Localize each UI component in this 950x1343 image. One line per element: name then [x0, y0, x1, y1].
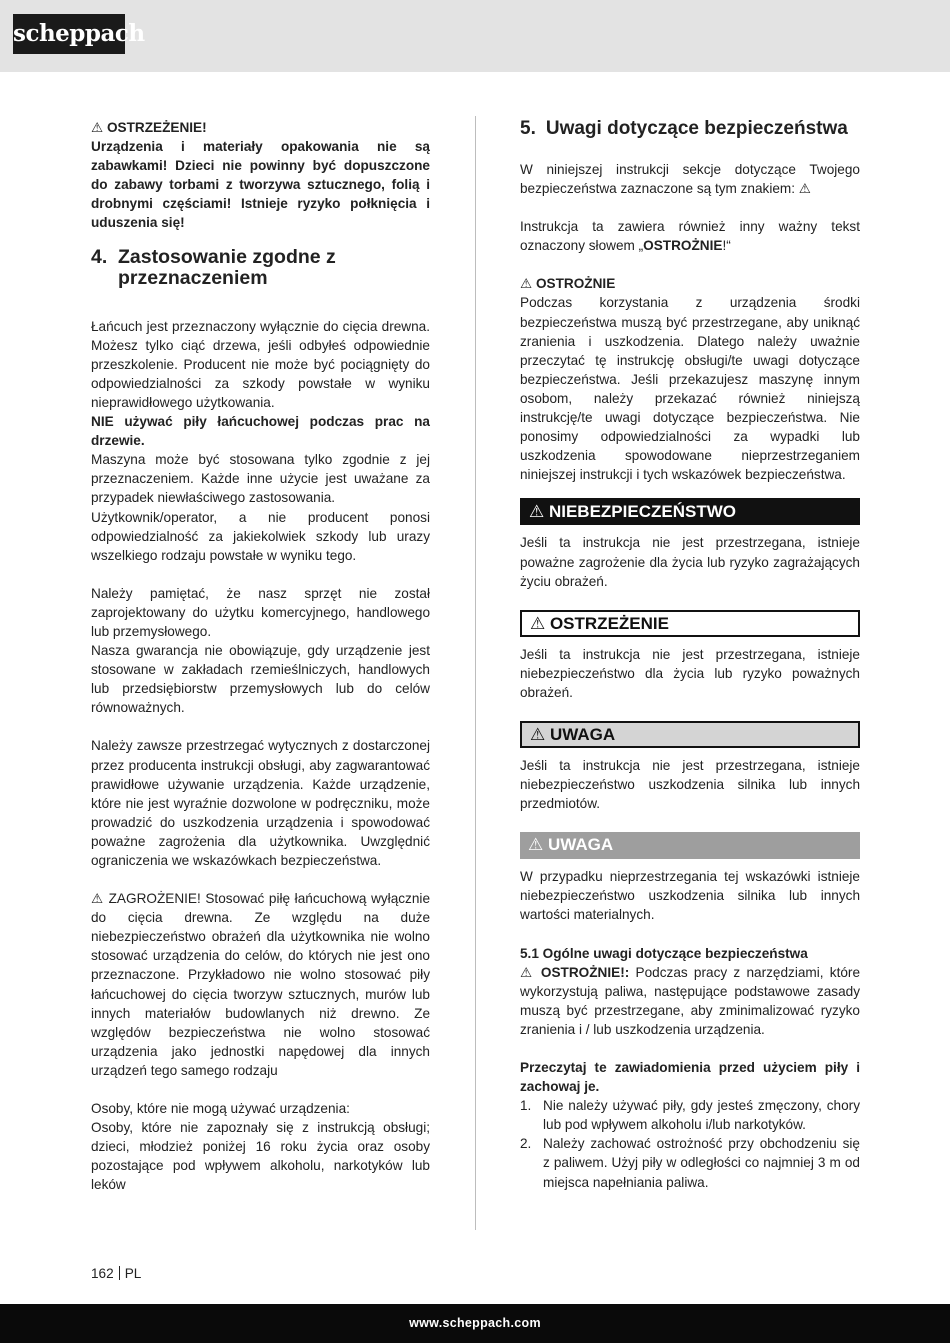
list-number: 2. — [520, 1136, 532, 1152]
page-number-value: 162 — [91, 1266, 114, 1281]
danger-text: Jeśli ta instrukcja nie jest przestrzegana, istnieje poważne zagrożenie dla życia lub ryzyko zagrażających życiu obrażeń. — [520, 535, 860, 589]
safety-list — [520, 1096, 860, 1191]
caution-title: ⚠ OSTROŻNIE — [520, 276, 616, 292]
paragraph — [520, 217, 860, 255]
paragraph: Maszyna może być stosowana tylko zgodnie z jej przeznaczeniem. Każde inne użycie jest uważane za przypadek niewłaściwego zastosowania. — [91, 452, 430, 506]
danger-label-box: ⚠ NIEBEZPIECZEŃSTWO — [520, 498, 860, 525]
warning-title: ⚠ OSTRZEŻENIE! — [91, 120, 207, 135]
text-span: Instrukcja ta zawiera również inny ważny tekst oznaczony słowem „ — [520, 219, 860, 254]
left-column — [91, 118, 430, 1195]
language-code: PL — [124, 1266, 142, 1281]
list-item — [520, 1096, 860, 1134]
section-number: 4. — [91, 245, 108, 268]
paragraph: W niniejszej instrukcji sekcje dotyczące Twojego bezpieczeństwa zaznaczone są tym znakiem: ⚠ — [520, 162, 860, 197]
paragraph: Należy zawsze przestrzegać wytycznych z dostarczonej przez producenta instrukcji obsługi, aby zagwarantować prawidłowe używanie urządzenia. Każde urządzenie, które nie jest wyraźnie dozwolone w podręczniku, może prowadzić do uszkodzenia urządzenia i spowodować poważne zagrożenia dla użytkownika. Uwzględnić ograniczenia we wskazówkach bezpieczeństwa. — [91, 738, 430, 868]
text-span: !“ — [722, 238, 731, 254]
website-url[interactable]: www.scheppach.com — [409, 1316, 541, 1330]
subsection-text — [520, 963, 860, 1039]
paragraph: Osoby, które nie mogą używać urządzenia: — [91, 1101, 350, 1117]
paragraph: Użytkownik/operator, a nie producent ponosi odpowiedzialność za jakiekolwiek szkody lub urazy wszelkiego rodzaju powstałe w wyniku tego. — [91, 509, 430, 563]
caution-label-box: ⚠ UWAGA — [520, 721, 860, 748]
paragraph: Łańcuch jest przeznaczony wyłącznie do cięcia drewna. Możesz tylko ciąć drzewa, jeśli odbyłeś odpowiednie przeszkolenie. Producent nie może być pociągnięty do odpowiedzialności za szkody powstałe w wyniku nieprawidłowego użytkowania. — [91, 318, 430, 410]
paragraph: Nasza gwarancja nie obowiązuje, gdy urządzenie jest stosowane w zakładach rzemieślniczych, handlowych lub przedsiębiorstw przemysłowych lub do celów równoważnych. — [91, 643, 430, 716]
read-notice-title: Przeczytaj te zawiadomienia przed użyciem piły i zachowaj je. — [520, 1060, 860, 1095]
page-footer — [0, 1304, 950, 1343]
warning-label-box: ⚠ OSTRZEŻENIE — [520, 610, 860, 637]
list-item — [520, 1134, 860, 1191]
section-5-heading — [520, 118, 860, 140]
hazard-paragraph: ⚠ ZAGROŻENIE! Stosować piłę łańcuchową wyłącznie do cięcia drewna. Ze względu na duże niebezpieczeństwo obrażeń dla użytkownika nie wolno stosować urządzenia do celów, do których nie jest ono przeznaczone. Przykładowo nie wolno stosować piły łańcuchowej do cięcia tworzyw sztucznych, murów lub innych materiałów budowlanych niż drewno. Ze względów bezpieczeństwa nie wolno stosować urządzenia jako jednostki napędowej dla innych urządzeń tego samego rodzaju — [91, 891, 430, 1078]
paragraph: Należy pamiętać, że nasz sprzęt nie został zaprojektowany do użytku komercyjnego, handlowego lub przemysłowego. — [91, 585, 430, 639]
page-number — [91, 1265, 141, 1283]
right-column — [520, 118, 860, 1192]
caution-box-text: Jeśli ta instrukcja nie jest przestrzegana, istnieje niebezpieczeństwo uszkodzenia silnika lub innych przedmiotów. — [520, 757, 860, 812]
list-text: Nie należy używać piły, gdy jesteś zmęczony, chory lub pod wpływem alkoholu i/lub narkotyków. — [543, 1098, 860, 1133]
list-number: 1. — [520, 1098, 532, 1114]
list-text: Należy zachować ostrożność przy obchodzeniu się z paliwem. Użyj piły w odległości co najmniej 3 m od miejsca napełniania paliwa. — [543, 1136, 860, 1190]
page-header — [0, 0, 950, 72]
paragraph: Osoby, które nie zapoznały się z instrukcją obsługi; dzieci, młodzież poniżej 16 roku życia oraz osoby pozostające pod wpływem alkoholu, narkotyków lub leków — [91, 1120, 430, 1193]
column-divider — [475, 116, 476, 1230]
warning-text: Urządzenia i materiały opakowania nie są zabawkami! Dzieci nie powinny być dopuszczone do zabawy torbami z tworzywa sztucznego, folią i drobnymi częściami! Istnieje ryzyko połknięcia i uduszenia się! — [91, 139, 430, 231]
subsection-title: 5.1 Ogólne uwagi dotyczące bezpieczeństwa — [520, 945, 808, 961]
section-title: Uwagi dotyczące bezpieczeństwa — [545, 118, 848, 139]
brand-logo: scheppach — [13, 14, 125, 54]
text-span: Podczas pracy z narzędziami, które wykorzystują paliwa, następujące podstawowe zasady muszą być przestrzegane, aby zminimalizować ryzyko zranienia i / lub uszkodzenia urządzenia. — [520, 964, 861, 1037]
bold-paragraph: NIE używać piły łańcuchowej podczas prac na drzewie. — [91, 414, 430, 449]
section-title: Zastosowanie zgodne z przeznaczeniem — [118, 245, 336, 289]
notice-label-box: ⚠ UWAGA — [520, 832, 860, 859]
bold-span: OSTROŻNIE — [643, 238, 723, 254]
caution-text: Podczas korzystania z urządzenia środki bezpieczeństwa muszą być przestrzegane, aby uniknąć zranienia i uszkodzenia. Dlatego należy uważnie przeczytać tę instrukcję obsługi/te uwagi dotyczące bezpieczeństwa. Jeśli przekazujesz maszynę innym osobom, należy przekazać również niniejszą instrukcję/te uwagi dotyczące bezpieczeństwa. Nie ponosimy odpowiedzialności za wypadki lub uszkodzenia spowodowane nieprzestrzeganiem niniejszej instrukcji i tych wskazówek bezpieczeństwa. — [520, 295, 860, 483]
bold-span: ⚠ OSTROŻNIE!: — [520, 964, 630, 980]
section-number: 5. — [520, 118, 536, 139]
section-4-heading — [91, 247, 430, 289]
warning-text: Jeśli ta instrukcja nie jest przestrzegana, istnieje niebezpieczeństwo dla życia lub ryzyko poważnych obrażeń. — [520, 646, 860, 700]
notice-text: W przypadku nieprzestrzegania tej wskazówki istnieje niebezpieczeństwo uszkodzenia silnika lub innych wartości materialnych. — [520, 869, 860, 923]
